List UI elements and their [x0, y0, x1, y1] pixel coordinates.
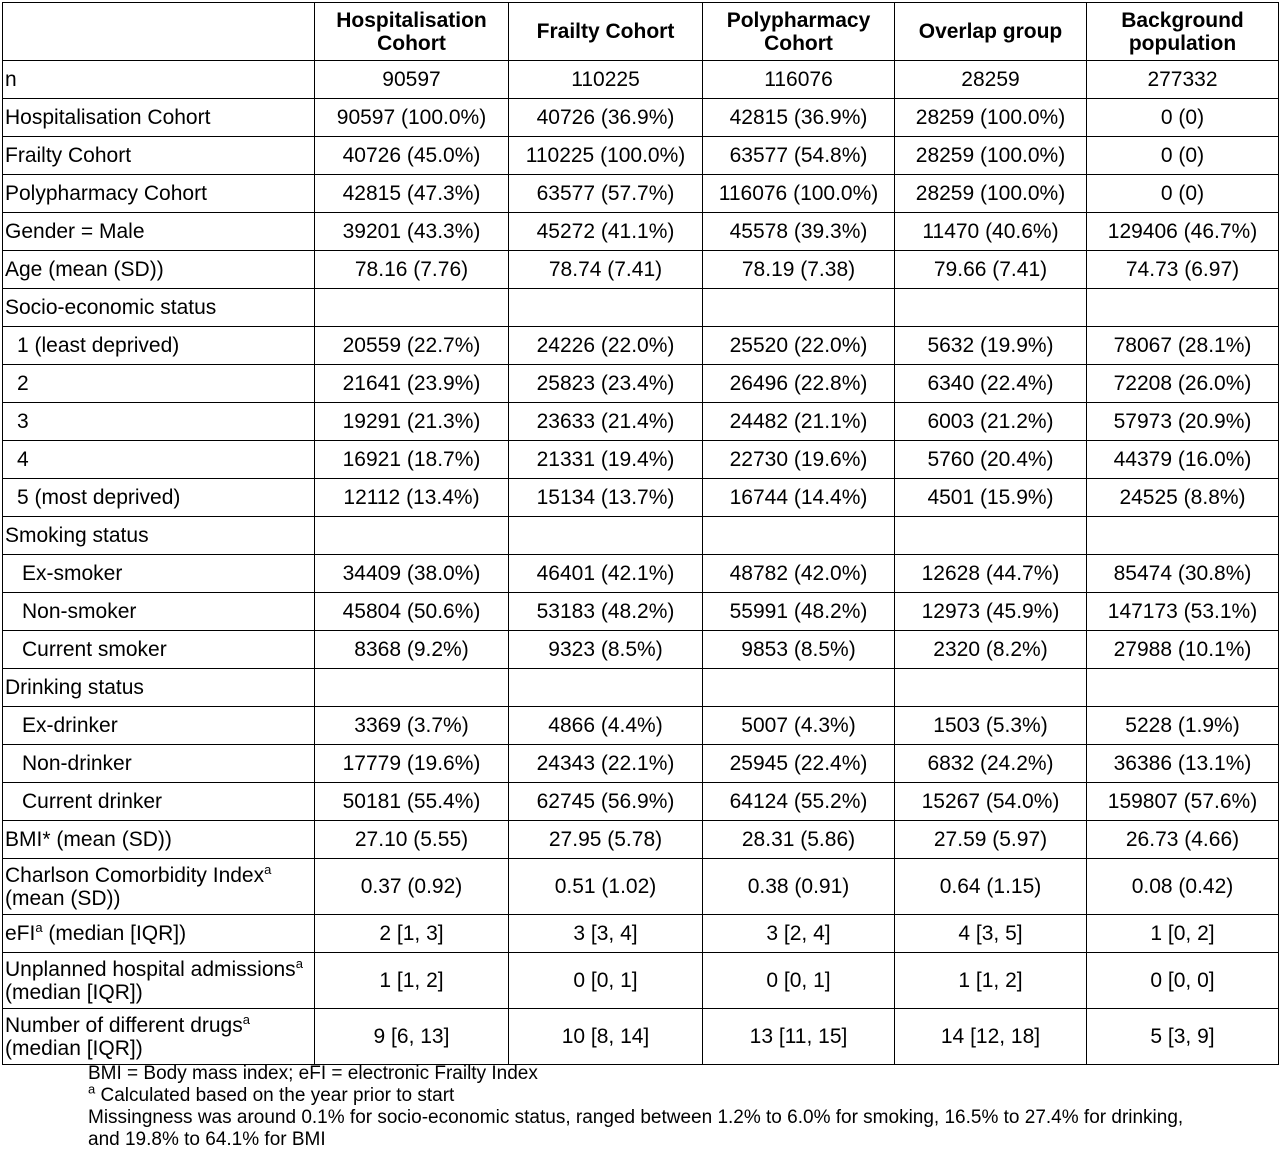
- table-cell: 5 [3, 9]: [1087, 1009, 1279, 1065]
- table-row: [3, 631, 1279, 669]
- table-cell: 23633 (21.4%): [509, 403, 703, 441]
- table-row: [3, 441, 1279, 479]
- header-background-population: Background population: [1087, 3, 1279, 61]
- table-cell: 0 [0, 0]: [1087, 953, 1279, 1009]
- table-cell: 17779 (19.6%): [315, 745, 509, 783]
- table-cell: 62745 (56.9%): [509, 783, 703, 821]
- table-cell: 44379 (16.0%): [1087, 441, 1279, 479]
- row-label: Hospitalisation Cohort: [3, 99, 315, 137]
- table-cell: 21331 (19.4%): [509, 441, 703, 479]
- table-cell: 39201 (43.3%): [315, 213, 509, 251]
- table-cell: 147173 (53.1%): [1087, 593, 1279, 631]
- table-cell: 1 [1, 2]: [895, 953, 1087, 1009]
- row-label: Current drinker: [3, 783, 315, 821]
- table-row: [3, 593, 1279, 631]
- table-cell: 24482 (21.1%): [703, 403, 895, 441]
- table-cell: 129406 (46.7%): [1087, 213, 1279, 251]
- table-cell: 15134 (13.7%): [509, 479, 703, 517]
- table-cell: 5228 (1.9%): [1087, 707, 1279, 745]
- section-row-smoking: [3, 517, 1279, 555]
- table-cell: 36386 (13.1%): [1087, 745, 1279, 783]
- table-cell: 74.73 (6.97): [1087, 251, 1279, 289]
- table-cell: 12628 (44.7%): [895, 555, 1087, 593]
- table-cell: 22730 (19.6%): [703, 441, 895, 479]
- table-cell: [315, 289, 509, 327]
- row-label-text: (median [IQR]): [42, 922, 187, 945]
- row-label: 4: [3, 441, 315, 479]
- table-cell: 27.10 (5.55): [315, 821, 509, 859]
- table-cell: 3 [3, 4]: [509, 915, 703, 953]
- baseline-characteristics-table: [2, 2, 1279, 1065]
- table-cell: 277332: [1087, 61, 1279, 99]
- table-cell: 16744 (14.4%): [703, 479, 895, 517]
- table-cell: 11470 (40.6%): [895, 213, 1087, 251]
- table-cell: 40726 (45.0%): [315, 137, 509, 175]
- footnote-marker: a: [35, 920, 43, 935]
- table-cell: 78.74 (7.41): [509, 251, 703, 289]
- table-cell: 3369 (3.7%): [315, 707, 509, 745]
- table-cell: 0 (0): [1087, 99, 1279, 137]
- table-row: [3, 251, 1279, 289]
- section-row-socio-economic: [3, 289, 1279, 327]
- table-row: [3, 821, 1279, 859]
- table-cell: 42815 (36.9%): [703, 99, 895, 137]
- row-label: Smoking status: [3, 517, 315, 555]
- table-row: [3, 745, 1279, 783]
- header-hospitalisation-cohort: Hospitalisation Cohort: [315, 3, 509, 61]
- header-frailty-cohort: Frailty Cohort: [509, 3, 703, 61]
- table-row: [3, 175, 1279, 213]
- table-row: [3, 479, 1279, 517]
- table-cell: 57973 (20.9%): [1087, 403, 1279, 441]
- table-cell: 8368 (9.2%): [315, 631, 509, 669]
- table-cell: 20559 (22.7%): [315, 327, 509, 365]
- table-cell: 10 [8, 14]: [509, 1009, 703, 1065]
- table-row: [3, 783, 1279, 821]
- table-cell: 4 [3, 5]: [895, 915, 1087, 953]
- table-row: [3, 859, 1279, 915]
- table-cell: 2320 (8.2%): [895, 631, 1087, 669]
- row-label: n: [3, 61, 315, 99]
- table-cell: 5632 (19.9%): [895, 327, 1087, 365]
- table-cell: [315, 517, 509, 555]
- row-label: Non-smoker: [3, 593, 315, 631]
- table-row: [3, 953, 1279, 1009]
- row-label-text: (median [IQR]): [5, 980, 143, 1004]
- table-cell: [509, 669, 703, 707]
- table-cell: 13 [11, 15]: [703, 1009, 895, 1065]
- table-cell: 0 [0, 1]: [509, 953, 703, 1009]
- table-cell: 15267 (54.0%): [895, 783, 1087, 821]
- header-row: [3, 3, 1279, 61]
- table-cell: 27988 (10.1%): [1087, 631, 1279, 669]
- table-cell: 116076 (100.0%): [703, 175, 895, 213]
- row-label: 1 (least deprived): [3, 327, 315, 365]
- table-cell: 4501 (15.9%): [895, 479, 1087, 517]
- table-row: [3, 365, 1279, 403]
- table-cell: 48782 (42.0%): [703, 555, 895, 593]
- table-cell: 28.31 (5.86): [703, 821, 895, 859]
- row-label: [3, 915, 315, 953]
- table-cell: 12973 (45.9%): [895, 593, 1087, 631]
- table-cell: 90597 (100.0%): [315, 99, 509, 137]
- footnote-marker: a: [295, 955, 303, 971]
- table-cell: [895, 289, 1087, 327]
- table-cell: 45272 (41.1%): [509, 213, 703, 251]
- footnote-marker: a: [88, 1081, 96, 1097]
- table-row: [3, 707, 1279, 745]
- row-label: Frailty Cohort: [3, 137, 315, 175]
- table-cell: 85474 (30.8%): [1087, 555, 1279, 593]
- row-label: Non-drinker: [3, 745, 315, 783]
- table-row: [3, 61, 1279, 99]
- table-cell: 55991 (48.2%): [703, 593, 895, 631]
- table-cell: 6340 (22.4%): [895, 365, 1087, 403]
- table-cell: 79.66 (7.41): [895, 251, 1087, 289]
- table-cell: 26496 (22.8%): [703, 365, 895, 403]
- table-cell: 24226 (22.0%): [509, 327, 703, 365]
- table-cell: 53183 (48.2%): [509, 593, 703, 631]
- row-label: 2: [3, 365, 315, 403]
- table-cell: 28259 (100.0%): [895, 99, 1087, 137]
- row-label: Age (mean (SD)): [3, 251, 315, 289]
- footnote-abbreviations: BMI = Body mass index; eFI = electronic Frailty Index: [88, 1063, 538, 1084]
- table-cell: 116076: [703, 61, 895, 99]
- table-cell: 9323 (8.5%): [509, 631, 703, 669]
- table-cell: 0 (0): [1087, 175, 1279, 213]
- table-cell: 63577 (54.8%): [703, 137, 895, 175]
- table-cell: 5760 (20.4%): [895, 441, 1087, 479]
- table-cell: 26.73 (4.66): [1087, 821, 1279, 859]
- table-cell: [509, 517, 703, 555]
- table-cell: 46401 (42.1%): [509, 555, 703, 593]
- header-cell-empty: [3, 3, 315, 61]
- row-label: Ex-smoker: [3, 555, 315, 593]
- table-cell: 110225: [509, 61, 703, 99]
- table-cell: 78.19 (7.38): [703, 251, 895, 289]
- table-cell: 0.51 (1.02): [509, 859, 703, 915]
- table-cell: 63577 (57.7%): [509, 175, 703, 213]
- row-label-text: (mean (SD)): [5, 886, 121, 910]
- table-cell: 0.08 (0.42): [1087, 859, 1279, 915]
- row-label: Socio-economic status: [3, 289, 315, 327]
- footnote-missingness: Missingness was around 0.1% for socio-economic status, ranged between 1.2% to 6.0% for smoking, 16.5% to 27.4% for drinking, and 19.8% to 64.1% for BMI: [88, 1107, 1184, 1150]
- table-cell: 159807 (57.6%): [1087, 783, 1279, 821]
- footnote-calculation-text: Calculated based on the year prior to start: [95, 1085, 455, 1106]
- table-cell: 25823 (23.4%): [509, 365, 703, 403]
- table-cell: 64124 (55.2%): [703, 783, 895, 821]
- table-cell: 45578 (39.3%): [703, 213, 895, 251]
- table-cell: 24343 (22.1%): [509, 745, 703, 783]
- row-label-text: Number of different drugs: [5, 1013, 243, 1037]
- table-row: [3, 213, 1279, 251]
- table-cell: 1503 (5.3%): [895, 707, 1087, 745]
- table-cell: 4866 (4.4%): [509, 707, 703, 745]
- table-cell: [1087, 517, 1279, 555]
- table-cell: [315, 669, 509, 707]
- table-cell: 6832 (24.2%): [895, 745, 1087, 783]
- table-cell: [703, 517, 895, 555]
- table-cell: [895, 517, 1087, 555]
- table-cell: 5007 (4.3%): [703, 707, 895, 745]
- row-label: Ex-drinker: [3, 707, 315, 745]
- footnotes: [88, 1063, 1208, 1151]
- table-cell: [509, 289, 703, 327]
- table-cell: 14 [12, 18]: [895, 1009, 1087, 1065]
- table-cell: 45804 (50.6%): [315, 593, 509, 631]
- table-cell: 27.95 (5.78): [509, 821, 703, 859]
- table-cell: [703, 289, 895, 327]
- row-label: [3, 859, 315, 915]
- table-cell: [1087, 289, 1279, 327]
- table-cell: [703, 669, 895, 707]
- table-cell: 42815 (47.3%): [315, 175, 509, 213]
- row-label-text: Charlson Comorbidity Index: [5, 863, 265, 887]
- table-row: [3, 403, 1279, 441]
- table-cell: 27.59 (5.97): [895, 821, 1087, 859]
- table-cell: 21641 (23.9%): [315, 365, 509, 403]
- table-cell: 1 [1, 2]: [315, 953, 509, 1009]
- table-cell: 25945 (22.4%): [703, 745, 895, 783]
- table-row: [3, 327, 1279, 365]
- section-row-drinking: [3, 669, 1279, 707]
- table-cell: 6003 (21.2%): [895, 403, 1087, 441]
- table-cell: 28259 (100.0%): [895, 137, 1087, 175]
- table-cell: 50181 (55.4%): [315, 783, 509, 821]
- row-label: [3, 953, 315, 1009]
- row-label: Current smoker: [3, 631, 315, 669]
- table-cell: 19291 (21.3%): [315, 403, 509, 441]
- footnote-calculation: [88, 1081, 1208, 1107]
- table-cell: 0.38 (0.91): [703, 859, 895, 915]
- table-cell: 90597: [315, 61, 509, 99]
- table-cell: 16921 (18.7%): [315, 441, 509, 479]
- table-cell: 9 [6, 13]: [315, 1009, 509, 1065]
- table-cell: 110225 (100.0%): [509, 137, 703, 175]
- table-cell: [895, 669, 1087, 707]
- table-row: [3, 915, 1279, 953]
- table-row: [3, 1009, 1279, 1065]
- row-label: Drinking status: [3, 669, 315, 707]
- table-row: [3, 555, 1279, 593]
- row-label: Polypharmacy Cohort: [3, 175, 315, 213]
- table-cell: 0 [0, 1]: [703, 953, 895, 1009]
- table-cell: 3 [2, 4]: [703, 915, 895, 953]
- row-label: Gender = Male: [3, 213, 315, 251]
- row-label: [3, 1009, 315, 1065]
- table-cell: 78067 (28.1%): [1087, 327, 1279, 365]
- row-label: BMI* (mean (SD)): [3, 821, 315, 859]
- table-cell: 72208 (26.0%): [1087, 365, 1279, 403]
- row-label: 5 (most deprived): [3, 479, 315, 517]
- table-row: [3, 99, 1279, 137]
- table-cell: 0 (0): [1087, 137, 1279, 175]
- row-label: 3: [3, 403, 315, 441]
- row-label-text: Unplanned hospital admissions: [5, 957, 296, 981]
- table-cell: 1 [0, 2]: [1087, 915, 1279, 953]
- table-cell: 0.64 (1.15): [895, 859, 1087, 915]
- table-row: [3, 137, 1279, 175]
- table-cell: 24525 (8.8%): [1087, 479, 1279, 517]
- header-polypharmacy-cohort: Polypharmacy Cohort: [703, 3, 895, 61]
- row-label-text: (median [IQR]): [5, 1036, 143, 1060]
- table-cell: 2 [1, 3]: [315, 915, 509, 953]
- table-cell: 40726 (36.9%): [509, 99, 703, 137]
- table-cell: 0.37 (0.92): [315, 859, 509, 915]
- table-cell: 28259 (100.0%): [895, 175, 1087, 213]
- table-cell: [1087, 669, 1279, 707]
- table-cell: 28259: [895, 61, 1087, 99]
- header-overlap-group: Overlap group: [895, 3, 1087, 61]
- table-cell: 78.16 (7.76): [315, 251, 509, 289]
- table-cell: 9853 (8.5%): [703, 631, 895, 669]
- table-cell: 34409 (38.0%): [315, 555, 509, 593]
- footnote-marker: a: [242, 1011, 250, 1027]
- table-cell: 25520 (22.0%): [703, 327, 895, 365]
- footnote-marker: a: [264, 861, 272, 877]
- row-label-text: eFI: [5, 922, 36, 945]
- table-cell: 12112 (13.4%): [315, 479, 509, 517]
